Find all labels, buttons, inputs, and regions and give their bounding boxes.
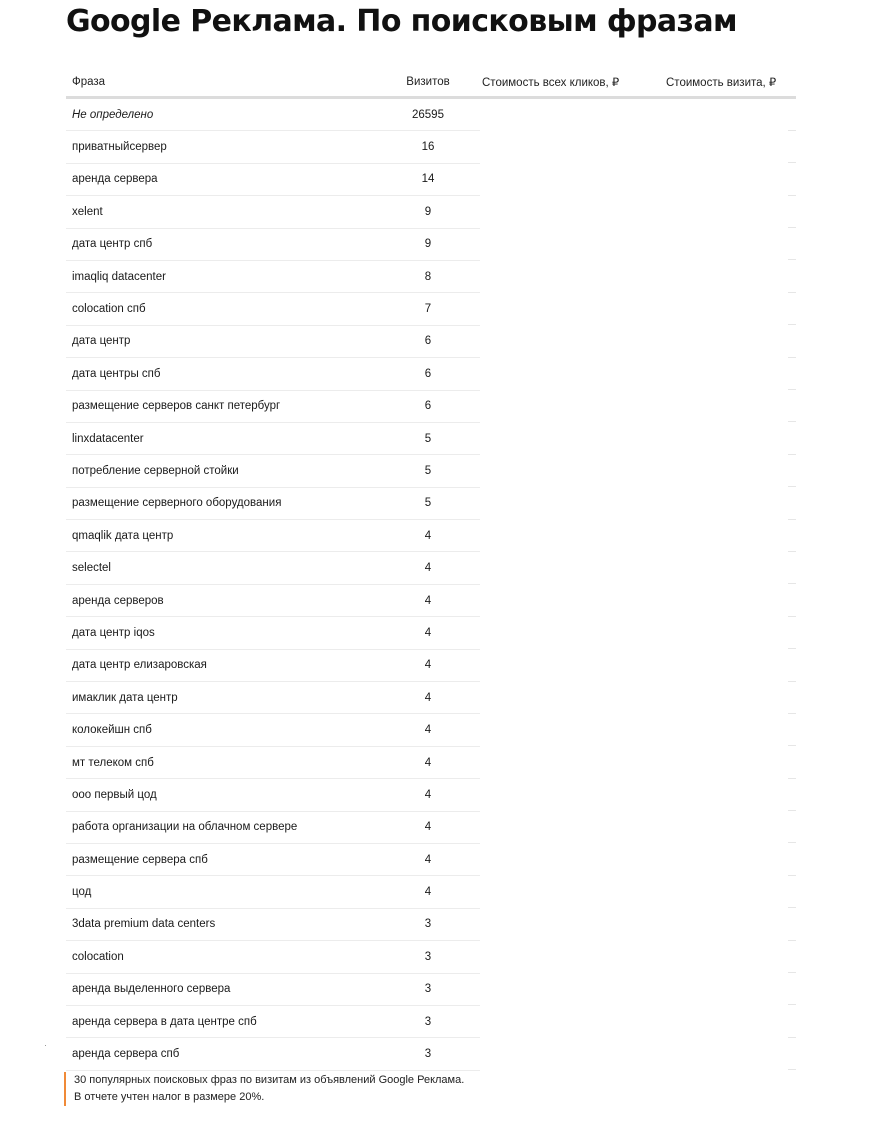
table-row xyxy=(66,617,796,649)
cell-visits: 3 xyxy=(376,941,480,973)
cell-cost-per-visit xyxy=(664,325,796,357)
cell-visits: 6 xyxy=(376,325,480,357)
cell-visits: 4 xyxy=(376,779,480,811)
cell-phrase: дата центр xyxy=(66,325,376,357)
cell-visits: 4 xyxy=(376,552,480,584)
cell-visits: 5 xyxy=(376,455,480,487)
table-row xyxy=(66,228,796,260)
search-phrases-table xyxy=(66,68,796,1071)
cell-cost-per-visit xyxy=(664,843,796,875)
cell-visits: 26595 xyxy=(376,98,480,131)
cell-cost-per-visit xyxy=(664,779,796,811)
cell-cost-all-clicks xyxy=(480,1005,664,1037)
cell-cost-all-clicks xyxy=(480,422,664,454)
table-header-row xyxy=(66,68,796,98)
table-row xyxy=(66,196,796,228)
cell-phrase: imaqliq datacenter xyxy=(66,260,376,292)
cell-phrase: аренда выделенного сервера xyxy=(66,973,376,1005)
cell-cost-per-visit xyxy=(664,811,796,843)
table-row xyxy=(66,455,796,487)
cell-phrase: colocation xyxy=(66,941,376,973)
table-row xyxy=(66,293,796,325)
cell-phrase: colocation спб xyxy=(66,293,376,325)
cell-cost-all-clicks xyxy=(480,908,664,940)
cell-cost-all-clicks xyxy=(480,487,664,519)
cell-phrase: размещение серверов санкт петербург xyxy=(66,390,376,422)
cell-visits: 4 xyxy=(376,811,480,843)
cell-cost-all-clicks xyxy=(480,98,664,131)
cell-visits: 5 xyxy=(376,487,480,519)
cell-cost-all-clicks xyxy=(480,228,664,260)
cell-cost-per-visit xyxy=(664,260,796,292)
cell-cost-all-clicks xyxy=(480,779,664,811)
cell-phrase: 3data premium data centers xyxy=(66,908,376,940)
cell-cost-per-visit xyxy=(664,196,796,228)
cell-cost-per-visit xyxy=(664,98,796,131)
cell-phrase: xelent xyxy=(66,196,376,228)
cell-phrase: дата центр елизаровская xyxy=(66,649,376,681)
cell-cost-all-clicks xyxy=(480,1038,664,1070)
cell-cost-all-clicks xyxy=(480,196,664,228)
cell-cost-all-clicks xyxy=(480,163,664,195)
cell-visits: 4 xyxy=(376,843,480,875)
cell-cost-per-visit xyxy=(664,746,796,778)
cell-cost-per-visit xyxy=(664,552,796,584)
cell-phrase: аренда сервера в дата центре спб xyxy=(66,1005,376,1037)
cell-cost-all-clicks xyxy=(480,552,664,584)
cell-phrase: аренда серверов xyxy=(66,584,376,616)
cell-cost-per-visit xyxy=(664,649,796,681)
table-row xyxy=(66,131,796,163)
cell-visits: 4 xyxy=(376,746,480,778)
cell-visits: 3 xyxy=(376,1005,480,1037)
cell-cost-per-visit xyxy=(664,908,796,940)
cell-cost-all-clicks xyxy=(480,520,664,552)
cell-visits: 7 xyxy=(376,293,480,325)
column-header-phrase[interactable]: Фраза xyxy=(66,68,376,98)
cell-cost-per-visit xyxy=(664,293,796,325)
cell-visits: 5 xyxy=(376,422,480,454)
cell-phrase: размещение сервера спб xyxy=(66,843,376,875)
table-row xyxy=(66,779,796,811)
cell-phrase: потребление серверной стойки xyxy=(66,455,376,487)
cell-cost-all-clicks xyxy=(480,293,664,325)
cell-cost-per-visit xyxy=(664,390,796,422)
cell-cost-per-visit xyxy=(664,1005,796,1037)
cell-visits: 3 xyxy=(376,1038,480,1070)
cell-cost-per-visit xyxy=(664,973,796,1005)
cell-visits: 4 xyxy=(376,649,480,681)
table-row xyxy=(66,98,796,131)
table-row xyxy=(66,649,796,681)
cell-cost-per-visit xyxy=(664,228,796,260)
cell-cost-all-clicks xyxy=(480,941,664,973)
cell-cost-all-clicks xyxy=(480,390,664,422)
cell-phrase: мт телеком спб xyxy=(66,746,376,778)
cell-cost-per-visit xyxy=(664,1038,796,1070)
cell-phrase: ооо первый цод xyxy=(66,779,376,811)
cell-visits: 4 xyxy=(376,876,480,908)
cell-phrase: qmaqlik дата центр xyxy=(66,520,376,552)
cell-cost-per-visit xyxy=(664,682,796,714)
footnote xyxy=(64,1072,464,1106)
footnote-line-1: 30 популярных поисковых фраз по визитам из объявлений Google Реклама. xyxy=(74,1074,465,1086)
table-row xyxy=(66,584,796,616)
column-header-visits[interactable]: Визитов xyxy=(376,68,480,98)
table-row xyxy=(66,843,796,875)
cell-cost-all-clicks xyxy=(480,876,664,908)
cell-cost-all-clicks xyxy=(480,455,664,487)
cell-cost-per-visit xyxy=(664,487,796,519)
cell-cost-per-visit xyxy=(664,163,796,195)
cell-phrase: цод xyxy=(66,876,376,908)
cell-cost-per-visit xyxy=(664,520,796,552)
cell-cost-all-clicks xyxy=(480,811,664,843)
cell-cost-all-clicks xyxy=(480,131,664,163)
cell-cost-all-clicks xyxy=(480,358,664,390)
cell-cost-all-clicks xyxy=(480,325,664,357)
cell-phrase: дата центры спб xyxy=(66,358,376,390)
table-row xyxy=(66,422,796,454)
table-row xyxy=(66,973,796,1005)
cell-visits: 14 xyxy=(376,163,480,195)
cell-cost-per-visit xyxy=(664,941,796,973)
table-row xyxy=(66,163,796,195)
table-row xyxy=(66,1038,796,1070)
cell-phrase: аренда сервера спб xyxy=(66,1038,376,1070)
cell-phrase: дата центр iqos xyxy=(66,617,376,649)
cell-phrase: колокейшн спб xyxy=(66,714,376,746)
cell-visits: 4 xyxy=(376,584,480,616)
table-row xyxy=(66,876,796,908)
cell-visits: 4 xyxy=(376,520,480,552)
cell-visits: 6 xyxy=(376,358,480,390)
cell-phrase: размещение серверного оборудования xyxy=(66,487,376,519)
cell-phrase: аренда сервера xyxy=(66,163,376,195)
cell-cost-per-visit xyxy=(664,131,796,163)
cell-cost-per-visit xyxy=(664,358,796,390)
cell-phrase: работа организации на облачном сервере xyxy=(66,811,376,843)
table-row xyxy=(66,746,796,778)
column-header-cost-all-clicks[interactable]: Стоимость всех кликов, ₽ xyxy=(480,68,664,98)
cell-visits: 3 xyxy=(376,973,480,1005)
cell-phrase: имаклик дата центр xyxy=(66,682,376,714)
cell-cost-per-visit xyxy=(664,422,796,454)
table-row xyxy=(66,487,796,519)
cell-phrase: selectel xyxy=(66,552,376,584)
column-header-cost-per-visit[interactable]: Стоимость визита, ₽ xyxy=(664,68,796,98)
cell-visits: 16 xyxy=(376,131,480,163)
footnote-line-2: В отчете учтен налог в размере 20%. xyxy=(74,1091,265,1103)
cell-visits: 4 xyxy=(376,714,480,746)
cell-cost-per-visit xyxy=(664,584,796,616)
cell-cost-per-visit xyxy=(664,617,796,649)
table-row xyxy=(66,908,796,940)
table-row xyxy=(66,390,796,422)
cell-visits: 4 xyxy=(376,682,480,714)
cell-cost-all-clicks xyxy=(480,649,664,681)
cell-cost-all-clicks xyxy=(480,682,664,714)
cell-visits: 4 xyxy=(376,617,480,649)
table-row xyxy=(66,941,796,973)
cell-cost-all-clicks xyxy=(480,260,664,292)
table-header xyxy=(66,68,796,98)
cell-cost-per-visit xyxy=(664,876,796,908)
cell-cost-all-clicks xyxy=(480,617,664,649)
table-row xyxy=(66,260,796,292)
cell-phrase: Не определено xyxy=(66,98,376,131)
cell-cost-per-visit xyxy=(664,455,796,487)
page-title: Google Реклама. По поисковым фразам xyxy=(66,4,737,39)
table-row xyxy=(66,811,796,843)
cell-visits: 3 xyxy=(376,908,480,940)
cell-phrase: linxdatacenter xyxy=(66,422,376,454)
cell-visits: 8 xyxy=(376,260,480,292)
cell-visits: 9 xyxy=(376,196,480,228)
cell-visits: 6 xyxy=(376,390,480,422)
cell-cost-all-clicks xyxy=(480,714,664,746)
table-row xyxy=(66,682,796,714)
table-row xyxy=(66,552,796,584)
stray-dot xyxy=(45,1045,46,1046)
cell-visits: 9 xyxy=(376,228,480,260)
cell-cost-all-clicks xyxy=(480,746,664,778)
table-row xyxy=(66,1005,796,1037)
table-row xyxy=(66,520,796,552)
cell-cost-per-visit xyxy=(664,714,796,746)
cell-cost-all-clicks xyxy=(480,973,664,1005)
table-row xyxy=(66,358,796,390)
cell-cost-all-clicks xyxy=(480,843,664,875)
table-row xyxy=(66,325,796,357)
cell-cost-all-clicks xyxy=(480,584,664,616)
cell-phrase: приватныйсервер xyxy=(66,131,376,163)
cell-phrase: дата центр спб xyxy=(66,228,376,260)
table-row xyxy=(66,714,796,746)
table-body xyxy=(66,98,796,1071)
